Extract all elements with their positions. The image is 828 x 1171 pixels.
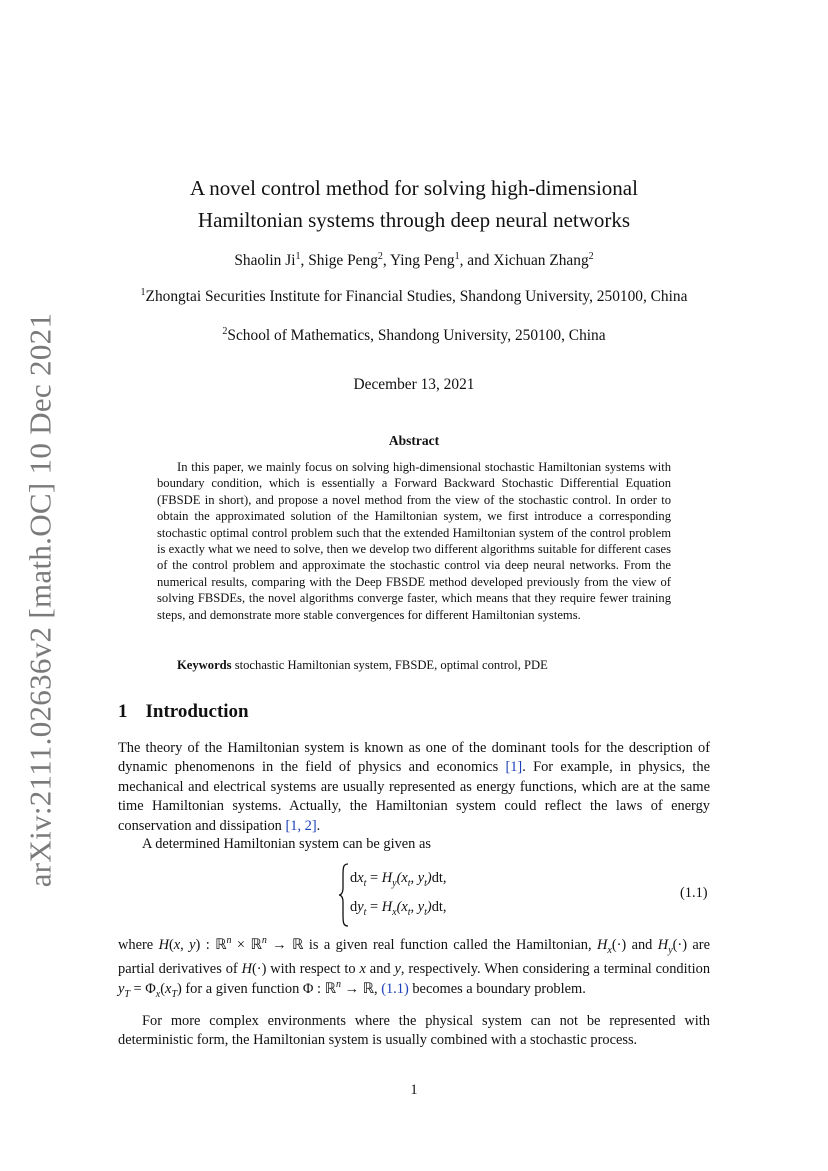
author-affiliation-mark: 2	[588, 250, 594, 262]
paragraph-text: .	[316, 817, 321, 834]
abstract-heading: Abstract	[388, 433, 440, 448]
paragraph-4: For more complex environments where the physical system can not be represented with deterministic form, the Hamiltonian system is usually combined with a stochastic process.	[118, 1013, 710, 1049]
paragraph-3: where H(x, y) : ℝ$^n$ × ℝ$^n$ → ℝ is a given real function called the Hamiltonian, $H_x(\cdot)$ and $H_y(\cdot)$ are partial derivatives of H(·) with respect to x and y, respectively. When considering a terminal condition $y_T = \Phi_x(x_T)$ for a given function Φ : ℝ$^n$ → ℝ, (1.1) becomes a boundary problem.	[118, 935, 711, 1000]
section-heading	[118, 701, 249, 723]
keywords-label: Keywords	[177, 658, 232, 672]
paragraph-text: . For example, in physics, the mechanical and electrical systems are usually represented as energy functions, which are at the same time Hamiltonian systems. Actually, the Hamiltonian system could reflect the laws of energy conservation and dissipation	[118, 759, 710, 834]
section-title: Introduction	[145, 701, 249, 722]
citation-link[interactable]: [1, 2]	[285, 817, 317, 834]
author-affiliation-mark: 2	[377, 250, 383, 262]
paragraph-1	[118, 739, 710, 836]
affiliation-mark: 1	[140, 286, 146, 298]
affiliation-1	[112, 287, 716, 306]
author-name: Shige Peng	[308, 252, 378, 269]
title-line-2: Hamiltonian systems through deep neural networks	[197, 208, 631, 232]
affiliation-text: School of Mathematics, Shandong University, 250100, China	[227, 327, 606, 344]
abstract-text: In this paper, we mainly focus on solving high-dimensional stochastic Hamiltonian systems with boundary condition, which is essentially a Forward Backward Stochastic Differential Equation (FBSDE in short), and propose a novel method from the view of the stochastic control. In order to obtain the approximated solution of the Hamiltonian system, we first introduce a corresponding stochastic optimal control problem such that the extended Hamiltonian system of the control problem is exactly what we need to solve, then we develop two different algorithms suitable for different cases of the control problem and approximate the stochastic control via deep neural networks. From the numerical results, comparing with the Deep FBSDE method developed previously from the view of solving FBSDEs, the novel algorithms converge faster, which means that they require fewer training steps, and demonstrate more stable convergences for different Hamiltonian systems.	[157, 460, 671, 622]
left-brace-icon	[338, 862, 350, 928]
section-number: 1	[118, 701, 128, 722]
author-name: Ying Peng	[390, 252, 455, 269]
author-list: Shaolin Ji$^1$, Shige Peng$^2$, Ying Peng$^1$, and Xichuan Zhang$^2$	[234, 250, 594, 269]
paragraph-text: The theory of the Hamiltonian system is known as one of the dominant tools for the description of dynamic phenomenons in the field of physics and economics	[118, 740, 710, 776]
affiliation-2	[112, 326, 716, 345]
equation-line-2: $dy_t = H_x(x_t$, $y_t)dt$,	[350, 899, 447, 918]
author-name: Shaolin Ji	[234, 252, 296, 269]
arxiv-identifier: arXiv:2111.02636v2 [math.OC] 10 Dec 2021	[22, 312, 57, 888]
author-affiliation-mark: 1	[454, 250, 460, 262]
paper-date: December 13, 2021	[353, 376, 475, 393]
affiliation-mark: 2	[222, 325, 228, 337]
author-name: Xichuan Zhang	[493, 252, 589, 269]
arxiv-sidebar	[10, 312, 70, 888]
page-number: 1	[410, 1082, 418, 1098]
equation-reference-link[interactable]: (1.1)	[381, 980, 409, 997]
citation-link[interactable]: [1]	[505, 759, 523, 776]
affiliation-text: Zhongtai Securities Institute for Financial Studies, Shandong University, 250100, China	[145, 288, 688, 305]
title-line-1: A novel control method for solving high-dimensional	[190, 176, 638, 200]
keywords	[177, 658, 548, 673]
equation-1-1	[338, 866, 498, 928]
paragraph-2: A determined Hamiltonian system can be given as	[142, 836, 431, 852]
equation-number: (1.1)	[680, 885, 708, 901]
equation-line-1: $dx_t = H_y(x_t$, $y_t)dt$,	[350, 870, 447, 889]
keywords-list: stochastic Hamiltonian system, FBSDE, optimal control, PDE	[234, 658, 548, 672]
paper-title	[0, 172, 828, 236]
author-affiliation-mark: 1	[295, 250, 301, 262]
